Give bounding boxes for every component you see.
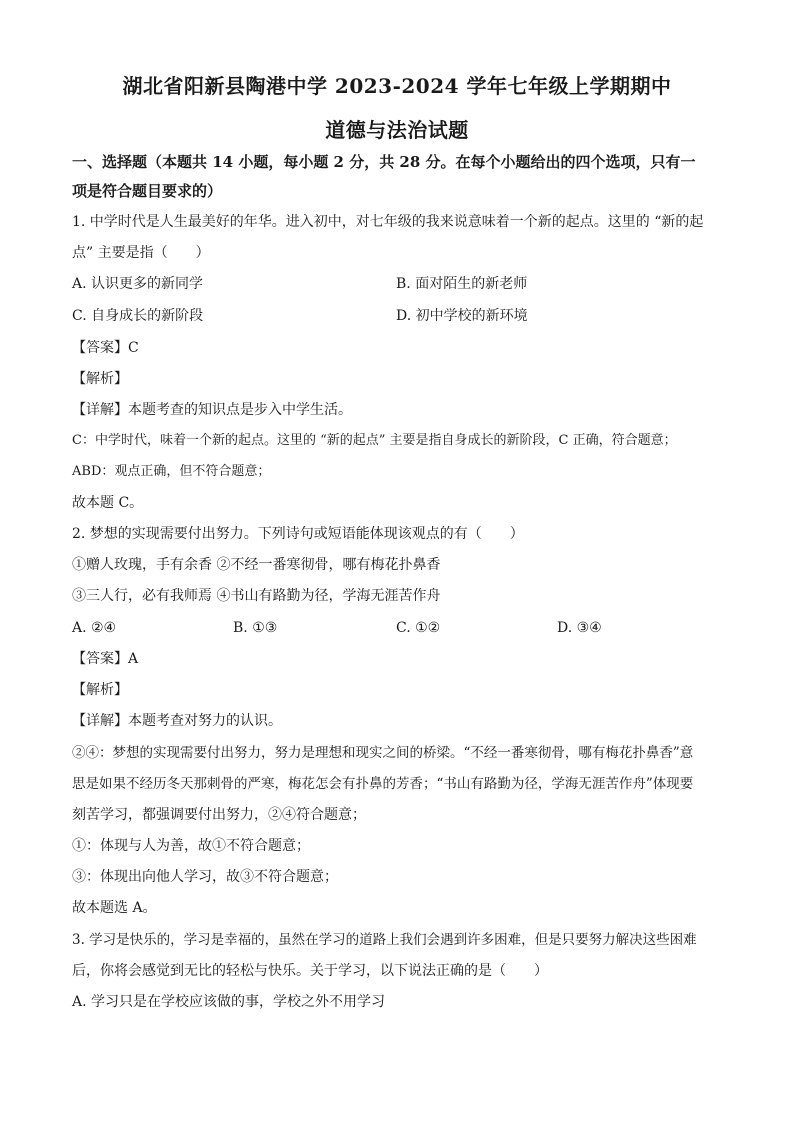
q2-analysis-label: 【解析】: [72, 682, 128, 698]
q1-conclusion: 故本题 C。: [72, 495, 144, 511]
section-heading-line2: 项是符合题目要求的）: [72, 182, 223, 200]
q2-answer: 【答案】A: [72, 651, 139, 667]
q2-option-c: C. ①②: [396, 620, 441, 636]
q1-stem-line2: 点” 主要是指（ ）: [72, 245, 210, 261]
q1-analysis-label: 【解析】: [72, 371, 128, 387]
q3-option-a: A. 学习只是在学校应该做的事，学校之外不用学习: [72, 994, 386, 1010]
q2-detail: 【详解】本题考查对努力的认识。: [72, 713, 282, 729]
q1-option-b: B. 面对陌生的新老师: [396, 276, 528, 292]
q3-stem-line1: 3. 学习是快乐的，学习是幸福的，虽然在学习的道路上我们会遇到许多困难，但是只要努力解决这些困难: [72, 932, 697, 948]
q2-conclusion: 故本题选 A。: [72, 900, 157, 916]
q3-stem-line2: 后，你将会感觉到无比的轻松与快乐。关于学习，以下说法正确的是（ ）: [72, 963, 548, 979]
section-heading-line1: 一、选择题（本题共 14 小题，每小题 2 分，共 28 分。在每个小题给出的四个选项，只有一: [72, 153, 696, 171]
q1-option-c: C. 自身成长的新阶段: [72, 308, 204, 324]
q1-option-a: A. 认识更多的新同学: [72, 276, 204, 292]
q2-option-a: A. ②④: [72, 620, 117, 636]
q2-option-b: B. ①③: [233, 620, 278, 636]
q1-answer: 【答案】C: [72, 340, 139, 356]
q2-explanation-line4: ①：体现与人为善，故①不符合题意；: [72, 838, 310, 854]
q2-items-line2: ③三人行，必有我师焉 ④书山有路勤为径，学海无涯苦作舟: [72, 588, 441, 604]
exam-title: 湖北省阳新县陶港中学 2023-2024 学年七年级上学期期中: [122, 74, 672, 98]
q2-stem: 2. 梦想的实现需要付出努力。下列诗句或短语能体现该观点的有（ ）: [72, 526, 524, 542]
q2-option-d: D. ③④: [557, 620, 602, 636]
q1-explanation-line1: C：中学时代，味着一个新的起点。这里的 “新的起点” 主要是指自身成长的新阶段，C 正确，符合题意；: [72, 433, 677, 448]
q1-option-d: D. 初中学校的新环境: [396, 308, 528, 324]
q2-explanation-line5: ③：体现出向他人学习，故③不符合题意；: [72, 869, 338, 885]
q1-stem-line1: 1. 中学时代是人生最美好的年华。进入初中，对七年级的我来说意味着一个新的起点。这里的 “新的起: [72, 214, 704, 230]
q1-explanation-line2: ABD：观点正确，但不符合题意；: [72, 464, 271, 479]
q2-explanation-line1: ②④：梦想的实现需要付出努力，努力是理想和现实之间的桥梁。“不经一番寒彻骨，哪有梅花扑鼻香”意: [72, 745, 694, 761]
q1-detail: 【详解】本题考查的知识点是步入中学生活。: [72, 402, 352, 418]
q2-explanation-line2: 思是如果不经历冬天那刺骨的严寒，梅花怎会有扑鼻的芳香；“书山有路勤为径，学海无涯苦作舟”体现要: [72, 776, 694, 792]
exam-subtitle: 道德与法治试题: [325, 118, 469, 142]
q2-items-line1: ①赠人玫瑰，手有余香 ②不经一番寒彻骨，哪有梅花扑鼻香: [72, 557, 441, 573]
q2-explanation-line3: 刻苦学习，都强调要付出努力，②④符合题意；: [72, 807, 366, 823]
